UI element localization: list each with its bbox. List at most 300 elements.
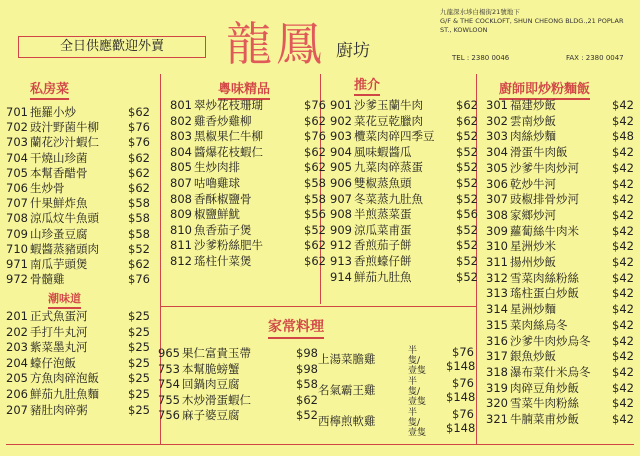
item-name: 西檸煎軟雞 xyxy=(318,414,376,428)
item-price: $42 xyxy=(612,412,634,426)
item-price: $25 xyxy=(128,309,150,323)
item-code: 202 xyxy=(6,324,28,339)
item-name: 沙爹玉蘭牛肉 xyxy=(354,98,423,112)
item-name: 肉碎豆角炒飯 xyxy=(510,380,579,395)
item-price: $62 xyxy=(128,257,150,271)
item-price: $42 xyxy=(612,349,634,364)
item-price: $76 xyxy=(452,376,474,390)
menu-item-row xyxy=(330,114,478,129)
menu-item-row xyxy=(486,129,634,144)
item-name: 雪菜肉絲粉絲 xyxy=(510,270,579,285)
item-price: $42 xyxy=(612,145,634,160)
item-price: $62 xyxy=(304,160,326,175)
item-price: $42 xyxy=(612,333,634,348)
item-name: 木炒滑蛋蝦仁 xyxy=(182,392,251,407)
section-private: 私房菜 xyxy=(30,78,69,100)
item-name: 回鍋肉豆腐 xyxy=(182,377,240,392)
item-unit: 半隻/壹隻 xyxy=(408,377,427,407)
item-price: $62 xyxy=(128,150,150,165)
item-code: 903 xyxy=(330,129,352,144)
item-price: $62 xyxy=(456,113,478,128)
address xyxy=(440,8,630,35)
item-price: $42 xyxy=(612,113,634,128)
item-name: 肉絲炒麵 xyxy=(510,129,556,144)
menu-item-row xyxy=(158,346,318,361)
item-name: 醬爆花枝蝦仁 xyxy=(194,144,263,159)
item-price: $42 xyxy=(612,223,634,238)
item-name: 牛腩菜甫炒飯 xyxy=(510,412,579,426)
menu-item-row xyxy=(6,120,150,135)
item-code: 710 xyxy=(6,241,28,256)
item-code: 706 xyxy=(6,181,28,195)
menu-item-row xyxy=(486,381,634,396)
menu-item-row xyxy=(330,98,478,113)
item-name: 揚州炒飯 xyxy=(510,255,556,269)
item-name: 果仁富貴玉帶 xyxy=(182,346,251,360)
item-price: $25 xyxy=(128,340,150,355)
item-code: 317 xyxy=(486,349,508,364)
item-code: 307 xyxy=(486,192,508,207)
menu-item-row xyxy=(158,377,318,392)
item-price: $42 xyxy=(612,302,634,317)
item-price: $56 xyxy=(304,207,326,222)
item-price: $42 xyxy=(612,286,634,301)
item-name: 星洲炒麵 xyxy=(510,302,556,317)
item-code: 811 xyxy=(170,238,192,253)
item-code: 902 xyxy=(330,113,352,128)
menu-item-row xyxy=(486,302,634,317)
section-chaozhou: 潮味道 xyxy=(48,290,81,309)
item-price: $148 xyxy=(446,390,476,404)
menu-item-row xyxy=(170,192,326,207)
item-code: 309 xyxy=(486,223,508,238)
item-price: $76 xyxy=(128,120,150,135)
menu-item-row xyxy=(6,242,150,257)
item-code: 306 xyxy=(486,176,508,191)
menu-item-row xyxy=(330,145,478,160)
menu-item-row xyxy=(6,227,150,242)
item-unit: 半隻/壹隻 xyxy=(408,346,427,376)
item-name: 魚香茄子煲 xyxy=(194,222,252,237)
item-price: $48 xyxy=(612,129,634,144)
item-code: 707 xyxy=(6,196,28,211)
item-code: 305 xyxy=(486,160,508,175)
menu-item-row xyxy=(486,145,634,160)
menu-item-row xyxy=(170,254,326,269)
item-code: 904 xyxy=(330,144,352,159)
item-code: 321 xyxy=(486,412,508,426)
item-name: 雞香炒雞柳 xyxy=(194,113,252,128)
item-name: 沙爹粉絲肥牛 xyxy=(194,238,263,253)
item-code: 801 xyxy=(170,98,192,112)
item-code: 312 xyxy=(486,270,508,285)
item-price: $42 xyxy=(612,98,634,112)
item-code: 756 xyxy=(158,408,180,423)
item-price: $52 xyxy=(456,129,478,144)
telephone: TEL : 2380 0046 xyxy=(452,54,510,62)
item-name: 豉汁野菌牛柳 xyxy=(30,120,99,135)
item-code: 803 xyxy=(170,129,192,144)
item-code: 311 xyxy=(486,255,508,269)
item-price: $62 xyxy=(128,181,150,195)
item-code: 304 xyxy=(486,145,508,160)
item-price: $58 xyxy=(296,377,318,392)
item-price: $42 xyxy=(612,239,634,254)
item-price: $62 xyxy=(304,238,326,253)
item-name: 雪菜牛肉粉絲 xyxy=(510,396,579,411)
item-price: $62 xyxy=(304,144,326,159)
menu-item-row xyxy=(6,371,150,386)
address-cn: 九龍深水埗白楊街21號地下 xyxy=(440,8,520,16)
menu-item-row xyxy=(158,408,318,423)
item-code: 318 xyxy=(486,364,508,379)
item-price: $62 xyxy=(128,165,150,180)
item-name: 生炒骨 xyxy=(30,181,65,195)
item-name: 蠔仔泡飯 xyxy=(30,355,76,370)
item-name: 銀魚炒飯 xyxy=(510,349,556,364)
menu-item-row xyxy=(486,114,634,129)
menu-item-row xyxy=(486,224,634,239)
item-code: 207 xyxy=(6,402,28,417)
item-name: 蘭花沙汁蝦仁 xyxy=(30,135,99,150)
restaurant-title: 龍鳳 xyxy=(226,17,326,71)
item-price: $42 xyxy=(612,192,634,207)
item-name: 紫菜墨丸河 xyxy=(30,340,88,355)
item-price: $58 xyxy=(128,226,150,241)
item-name: 香酥椒鹽骨 xyxy=(194,191,252,206)
item-price: $62 xyxy=(456,98,478,112)
item-code: 303 xyxy=(486,129,508,144)
item-code: 204 xyxy=(6,355,28,370)
item-code: 965 xyxy=(158,346,180,360)
item-price: $148 xyxy=(446,421,476,435)
item-name: 上湯菜膽雞 xyxy=(318,352,376,366)
menu-item-row xyxy=(330,270,478,285)
item-price: $62 xyxy=(296,392,318,407)
menu-item-row xyxy=(6,196,150,211)
item-price: $52 xyxy=(456,269,478,284)
item-code: 320 xyxy=(486,396,508,411)
item-name: 菜肉絲烏冬 xyxy=(510,317,568,332)
item-price: $76 xyxy=(304,98,326,112)
menu-item-row xyxy=(170,160,326,175)
item-name: 鮮茄九肚魚 xyxy=(354,269,412,284)
item-code: 906 xyxy=(330,176,352,190)
menu-item-row xyxy=(330,176,478,191)
item-price: $42 xyxy=(612,207,634,222)
item-code: 703 xyxy=(6,135,28,150)
item-price: $42 xyxy=(612,364,634,379)
menu-item-row xyxy=(170,98,326,113)
item-code: 302 xyxy=(486,113,508,128)
menu-item-row xyxy=(170,223,326,238)
section-cantonese: 粵味精品 xyxy=(218,78,270,100)
item-price: $58 xyxy=(128,196,150,211)
menu-item-row xyxy=(6,151,150,166)
item-code: 203 xyxy=(6,340,28,355)
item-price: $58 xyxy=(304,176,326,190)
item-code: 805 xyxy=(170,160,192,175)
item-code: 754 xyxy=(158,377,180,392)
item-code: 205 xyxy=(6,371,28,386)
item-code: 313 xyxy=(486,286,508,301)
item-code: 901 xyxy=(330,98,352,112)
menu-item-row xyxy=(6,387,150,402)
menu-item-row xyxy=(486,286,634,301)
menu-item-row xyxy=(6,135,150,150)
item-code: 310 xyxy=(486,239,508,254)
item-price: $52 xyxy=(456,191,478,206)
menu-item-row xyxy=(486,98,634,113)
item-name: 瀑布菜什米烏冬 xyxy=(510,364,591,379)
item-name: 方魚肉碎泡飯 xyxy=(30,371,99,386)
menu-item-row xyxy=(330,238,478,253)
fax: FAX : 2380 0047 xyxy=(566,54,624,62)
menu-item-row xyxy=(486,318,634,333)
item-name: 菜花豆乾臘肉 xyxy=(354,113,423,128)
item-name: 雙椒蒸魚頭 xyxy=(354,176,412,190)
menu-item-row xyxy=(486,271,634,286)
item-name: 本幫香醋骨 xyxy=(30,165,88,180)
item-code: 705 xyxy=(6,165,28,180)
takeaway-banner: 全日供應歡迎外賣 xyxy=(18,36,206,58)
item-price: $42 xyxy=(612,160,634,175)
item-price: $76 xyxy=(452,407,474,421)
item-name: 蘿蔔絲牛肉米 xyxy=(510,223,579,238)
item-code: 755 xyxy=(158,392,180,407)
item-code: 809 xyxy=(170,207,192,222)
item-name: 名氣霸王雞 xyxy=(318,383,376,397)
menu-item-row xyxy=(158,362,318,377)
item-name: 福建炒飯 xyxy=(510,98,556,112)
item-code: 807 xyxy=(170,176,192,190)
menu-item-row xyxy=(6,181,150,196)
item-code: 308 xyxy=(486,207,508,222)
item-price: $25 xyxy=(128,371,150,386)
item-code: 704 xyxy=(6,150,28,165)
item-price: $62 xyxy=(304,254,326,268)
menu-item-row xyxy=(6,356,150,371)
item-name: 涼瓜炆牛魚頭 xyxy=(30,211,99,226)
item-code: 914 xyxy=(330,269,352,284)
divider xyxy=(6,444,634,445)
item-name: 香煎茄子餅 xyxy=(354,238,412,253)
section-recommend: 推介 xyxy=(354,74,380,96)
menu-item-row xyxy=(486,255,634,270)
item-name: 沙爹牛肉炒烏冬 xyxy=(510,333,591,348)
menu-item-row xyxy=(6,403,150,418)
menu-item-row xyxy=(6,166,150,181)
item-name: 九菜肉碎蒸蛋 xyxy=(354,160,423,175)
item-price: $76 xyxy=(304,129,326,144)
menu-item-row xyxy=(330,129,478,144)
item-name: 瑤柱什菜煲 xyxy=(194,254,252,268)
item-code: 701 xyxy=(6,105,28,119)
item-price: $42 xyxy=(612,176,634,191)
item-name: 瑤柱蛋白炒飯 xyxy=(510,286,579,301)
menu-item-row xyxy=(330,160,478,175)
item-name: 麻子婆豆腐 xyxy=(182,408,240,423)
item-name: 滑蛋牛肉飯 xyxy=(510,145,568,160)
item-code: 753 xyxy=(158,361,180,376)
menu-item-row xyxy=(158,393,318,408)
item-name: 本幫脆螃蟹 xyxy=(182,361,240,376)
item-name: 雲南炒飯 xyxy=(510,113,556,128)
item-name: 山珍蚤豆腐 xyxy=(30,226,88,241)
item-price: $52 xyxy=(456,222,478,237)
item-name: 干燒山珍菌 xyxy=(30,150,88,165)
item-code: 201 xyxy=(6,309,28,323)
item-price: $76 xyxy=(128,135,150,150)
item-price: $25 xyxy=(128,387,150,401)
item-price: $25 xyxy=(128,324,150,339)
item-price: $62 xyxy=(304,113,326,128)
item-name: 家鄉炒河 xyxy=(510,207,556,222)
menu-item-row xyxy=(330,207,478,222)
item-price: $52 xyxy=(296,408,318,423)
menu-item-row xyxy=(170,114,326,129)
item-unit: 半隻/壹隻 xyxy=(408,408,427,438)
item-name: 沙爹牛肉炒河 xyxy=(510,160,579,175)
item-price: $76 xyxy=(128,272,150,287)
item-code: 812 xyxy=(170,254,192,268)
menu-item-row xyxy=(486,239,634,254)
item-price: $52 xyxy=(456,160,478,175)
item-price: $98 xyxy=(296,346,318,360)
section-fried: 廚師即炒粉麵飯 xyxy=(499,78,590,100)
item-price: $25 xyxy=(128,355,150,370)
item-name: 南瓜芋頭煲 xyxy=(30,257,88,271)
menu-item-row xyxy=(486,396,634,411)
menu-item-row xyxy=(486,192,634,207)
item-name: 香煎蠔仔餅 xyxy=(354,254,412,268)
item-code: 909 xyxy=(330,222,352,237)
item-code: 971 xyxy=(6,257,28,271)
item-code: 810 xyxy=(170,222,192,237)
item-name: 豬肚肉碎粥 xyxy=(30,402,88,417)
item-price: $56 xyxy=(456,207,478,222)
menu-item-row xyxy=(170,207,326,222)
item-code: 206 xyxy=(6,387,28,401)
item-code: 808 xyxy=(170,191,192,206)
item-price: $58 xyxy=(128,211,150,226)
item-code: 319 xyxy=(486,380,508,395)
item-name: 椒鹽鮮魷 xyxy=(194,207,240,222)
menu-item-row xyxy=(6,325,150,340)
menu-item-row xyxy=(6,272,150,287)
item-code: 907 xyxy=(330,191,352,206)
restaurant-subtitle: 廚坊 xyxy=(336,41,370,61)
menu-item-row xyxy=(170,238,326,253)
item-price: $52 xyxy=(456,144,478,159)
item-name: 手打牛丸河 xyxy=(30,324,88,339)
menu-item-row xyxy=(330,254,478,269)
item-code: 316 xyxy=(486,333,508,348)
item-price: $52 xyxy=(456,238,478,253)
item-price: $52 xyxy=(304,222,326,237)
item-code: 314 xyxy=(486,302,508,317)
item-price: $52 xyxy=(456,176,478,190)
item-name: 正式魚蛋河 xyxy=(30,309,88,323)
item-code: 905 xyxy=(330,160,352,175)
menu-item-row xyxy=(486,161,634,176)
menu-item-row xyxy=(170,129,326,144)
item-name: 翠炒花枝珊瑚 xyxy=(194,98,263,112)
item-name: 欖菜肉碎四季豆 xyxy=(354,129,435,144)
menu-item-row xyxy=(330,223,478,238)
item-price: $76 xyxy=(452,345,474,359)
item-code: 912 xyxy=(330,238,352,253)
menu-item-row xyxy=(6,257,150,272)
item-name: 生炒肉排 xyxy=(194,160,240,175)
menu-item-row xyxy=(6,309,150,324)
item-name: 什果鮮炸魚 xyxy=(30,196,88,211)
item-code: 315 xyxy=(486,317,508,332)
item-price: $98 xyxy=(296,361,318,376)
item-code: 702 xyxy=(6,120,28,135)
menu-item-row xyxy=(170,145,326,160)
item-name: 咕嚕雞球 xyxy=(194,176,240,190)
divider xyxy=(160,306,476,307)
menu-item-row xyxy=(6,211,150,226)
item-code: 708 xyxy=(6,211,28,226)
menu-item-row xyxy=(486,334,634,349)
section-home: 家常料理 xyxy=(268,316,324,339)
menu-item-row xyxy=(170,176,326,191)
item-code: 804 xyxy=(170,144,192,159)
menu-item-row xyxy=(6,340,150,355)
menu-item-row xyxy=(6,105,150,120)
item-name: 涼瓜菜甫蛋 xyxy=(354,222,412,237)
address-en: G/F & THE COCKLOFT, SHUN CHEONG BLDG.,21 POPLAR ST., KOWLOON xyxy=(440,17,624,34)
item-price: $42 xyxy=(612,396,634,411)
item-code: 301 xyxy=(486,98,508,112)
item-name: 豉椒排骨炒河 xyxy=(510,192,579,207)
menu-item-row xyxy=(330,192,478,207)
item-price: $58 xyxy=(304,191,326,206)
menu-item-row xyxy=(486,412,634,427)
item-name: 星洲炒米 xyxy=(510,239,556,254)
item-code: 908 xyxy=(330,207,352,222)
item-name: 拖羅小炒 xyxy=(30,105,76,119)
item-name: 黑椒果仁牛柳 xyxy=(194,129,263,144)
item-name: 風味蝦醬瓜 xyxy=(354,144,412,159)
item-code: 972 xyxy=(6,272,28,287)
item-code: 709 xyxy=(6,226,28,241)
item-name: 骨髓雞 xyxy=(30,272,65,287)
item-price: $148 xyxy=(446,359,476,373)
menu-item-row xyxy=(486,177,634,192)
item-price: $42 xyxy=(612,380,634,395)
item-code: 802 xyxy=(170,113,192,128)
item-code: 913 xyxy=(330,254,352,268)
menu-item-row xyxy=(486,365,634,380)
item-name: 鮮茄九肚魚麵 xyxy=(30,387,99,401)
item-price: $52 xyxy=(128,241,150,256)
item-price: $62 xyxy=(128,105,150,119)
item-name: 蝦醬蒸豬頭肉 xyxy=(30,241,99,256)
item-price: $25 xyxy=(128,402,150,417)
item-price: $42 xyxy=(612,317,634,332)
item-price: $42 xyxy=(612,255,634,269)
menu-item-row xyxy=(486,208,634,223)
item-name: 乾炒牛河 xyxy=(510,176,556,191)
item-name: 半煎蒸菜蛋 xyxy=(354,207,412,222)
item-price: $52 xyxy=(456,254,478,268)
item-name: 冬菜蒸九肚魚 xyxy=(354,191,423,206)
item-price: $42 xyxy=(612,270,634,285)
menu-item-row xyxy=(486,349,634,364)
